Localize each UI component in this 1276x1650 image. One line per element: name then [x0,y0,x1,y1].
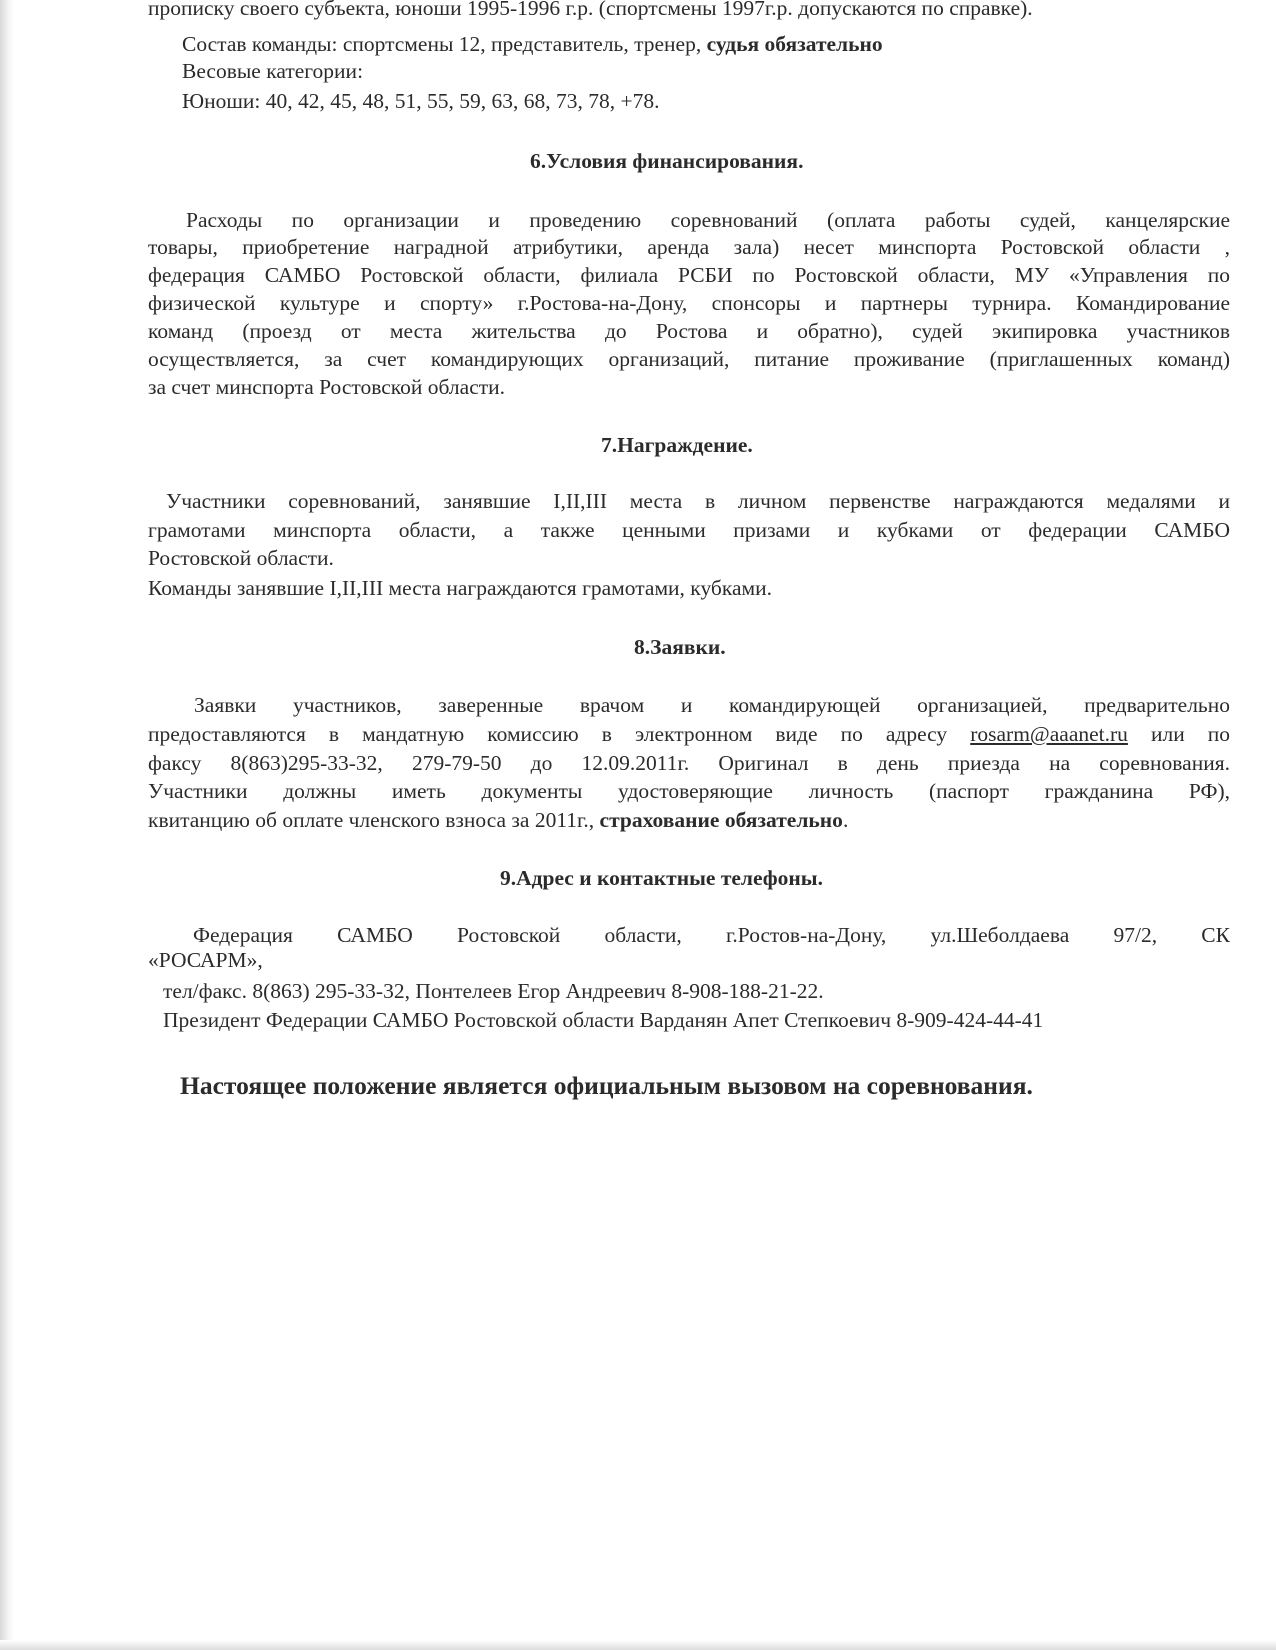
section-9-line: Федерация САМБО Ростовской области, г.Ростов-на-Дону, ул.Шеболдаева 97/2, СК [193,923,1230,947]
section-8-text: или по [1127,722,1231,746]
team-composition-text: Состав команды: спортсмены 12, представитель, тренер, [182,32,707,56]
section-7-line: грамотами минспорта области, а также ценными призами и кубками от федерации САМБО [148,518,1230,542]
section-7-heading: 7.Награждение. [601,433,753,457]
team-composition [182,30,883,58]
section-6-line: федерация САМБО Ростовской области, филиала РСБИ по Ростовской области, МУ «Управления по [148,263,1230,287]
section-9-line: тел/факс. 8(863) 295-33-32, Понтелеев Егор Андреевич 8-908-188-21-22. [163,979,824,1003]
section-8-line: Заявки участников, заверенные врачом и командирующей организацией, предварительно [194,693,1230,717]
scan-shadow-bottom [0,1640,1276,1650]
section-8-text: предоставляются в мандатную комиссию в электронном виде по адресу [148,722,971,746]
section-6-line: физической культуре и спорту» г.Ростова-на-Дону, спонсоры и партнеры турнира. Командирование [148,291,1230,315]
section-8-line: факсу 8(863)295-33-32, 279-79-50 до 12.09.2011г. Оригинал в день приезда на соревнования. [148,751,1230,775]
section-7-line: Команды занявшие I,II,III места награждаются грамотами, кубками. [148,576,773,600]
section-9-line: Президент Федерации САМБО Ростовской области Варданян Апет Степкоевич 8-909-424-44-41 [163,1008,1044,1032]
section-9-line: «РОСАРМ», [148,948,263,972]
weight-categories-values: Юноши: 40, 42, 45, 48, 51, 55, 59, 63, 68, 73, 78, +78. [182,89,660,113]
section-8-text: квитанцию об оплате членского взноса за 2011г., [148,808,600,832]
section-8-line [148,806,848,834]
section-8-line: Участники должны иметь документы удостоверяющие личность (паспорт гражданина РФ), [148,779,1230,803]
section-6-line: товары, приобретение наградной атрибутики, аренда зала) несет минспорта Ростовской области , [148,235,1230,259]
insurance-required: страхование обязательно [599,808,843,832]
participants-line: прописку своего субъекта, юноши 1995-1996 г.р. (спортсмены 1997г.р. допускаются по справке). [148,0,1033,20]
scan-shadow-left [0,0,14,1650]
section-6-line: команд (проезд от места жительства до Ростова и обратно), судей экипировка участников [148,319,1230,343]
section-6-line: Расходы по организации и проведению соревнований (оплата работы судей, канцелярские [186,208,1230,232]
section-7-line: Ростовской области. [148,546,334,570]
section-6-line: за счет минспорта Ростовской области. [148,375,506,399]
section-7-line: Участники соревнований, занявшие I,II,III места в личном первенстве награждаются медалями и [166,489,1230,513]
section-6-line: осуществляется, за счет командирующих организаций, питание проживание (приглашенных команд) [148,347,1230,371]
team-judge-required: судья обязательно [706,32,883,56]
weight-categories-label: Весовые категории: [182,59,364,83]
section-8-heading: 8.Заявки. [634,635,726,659]
section-6-heading: 6.Условия финансирования. [530,149,804,173]
section-8-line [148,720,1230,748]
email-link[interactable]: rosarm@aaanet.ru [970,722,1128,746]
official-invitation-statement: Настоящее положение является официальным вызовом на соревнования. [180,1071,1033,1100]
section-9-heading: 9.Адрес и контактные телефоны. [500,866,823,890]
section-8-text: . [842,808,849,832]
